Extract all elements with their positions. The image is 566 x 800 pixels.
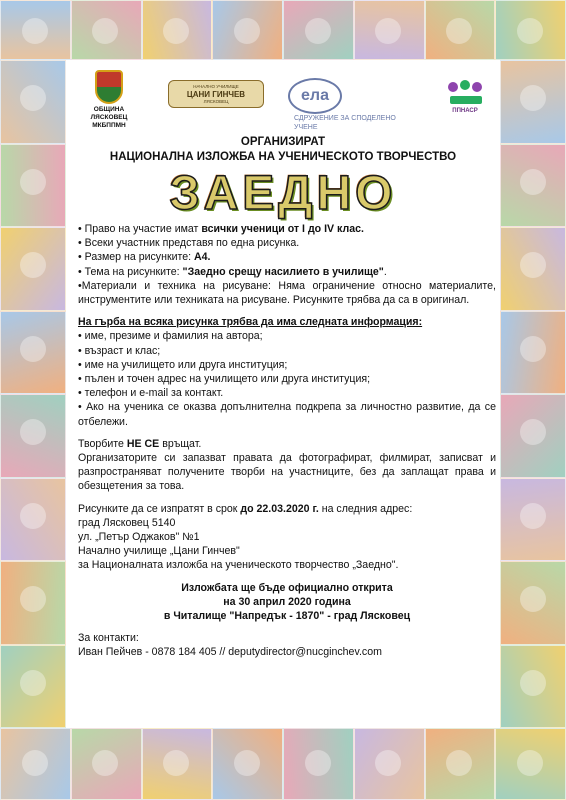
exhibition-heading: НАЦИОНАЛНА ИЗЛОЖБА НА УЧЕНИЧЕСКОТО ТВОРЧЕСТВО [109,151,457,163]
rule-eligibility: • Право на участие имат всички ученици от I до IV клас. [78,223,364,235]
drawing-tile [283,728,354,800]
drawings-top-strip [0,0,566,60]
address-city: град Лясковец 5140 [78,516,176,529]
drawing-tile [0,728,71,800]
drawing-tile [500,311,566,395]
drawing-tile [0,144,66,228]
coat-of-arms-icon [95,70,123,104]
drawing-tile [500,478,566,562]
drawing-tile [212,0,283,60]
zaedno-title: ЗАЕДНО [169,167,397,220]
backside-item: • телефон и e-mail за контакт. [78,387,224,400]
school-name: ЦАНИ ГИНЧЕВ [186,89,246,99]
drawing-tile [425,728,496,800]
address-street: ул. „Петър Оджаков" №1 [78,531,200,544]
opening-venue: в Читалище "Напредък - 1870" - град Лясковец [163,610,411,623]
ela-association-name: СДРУЖЕНИЕ ЗА СПОДЕЛЕНО УЧЕНЕ [294,115,396,131]
contacts-label: За контакти: [78,632,139,645]
school-type: НАЧАЛНО УЧИЛИЩЕ [193,83,239,89]
rule-size: • Размер на рисунките: А4. [78,251,211,264]
backside-heading: На гърба на всяка рисунка трябва да има следната информация: [78,316,423,329]
drawing-tile [500,645,566,729]
logo-row [66,70,500,140]
rule-theme: • Тема на рисунките: "Заедно срещу насилието в училище". [78,265,387,278]
drawing-tile [283,0,354,60]
backside-item: • възраст и клас; [78,344,161,357]
ela-mark-icon: ела [288,78,342,114]
rule-materials: •Материали и техника на рисуване: Няма ограничение относно материалите, инструментите или техниката на рисуване. Рисунките трябва да са в оригинал. [78,279,496,307]
school-logo [168,80,264,108]
ppnasr-logo [440,80,490,114]
organizers-heading: ОРГАНИЗИРАТ [240,136,326,148]
drawing-tile [500,227,566,311]
address-exhibition: за Националната изложба на ученическото творчество „Заедно". [78,559,399,572]
drawings-bottom-strip [0,728,566,800]
drawing-tile [0,60,66,144]
drawings-right-strip [500,60,566,728]
rights-note: Организаторите си запазват правата да фотографират, филмират, записват и разпространяват получените творби на участниците, без да заплащат права и обезщетения за това. [78,452,496,493]
backside-item: • Ако на ученика се оказва допълнителна подкрепа за личностно развитие, да се отбележи. [78,401,496,428]
drawing-tile [0,478,66,562]
drawing-tile [425,0,496,60]
drawing-tile [142,0,213,60]
no-return-note: Творбите НЕ СЕ връщат. [78,437,202,450]
drawing-tile [354,0,425,60]
rule-one-drawing: • Всеки участник представя по една рисунка. [78,237,300,250]
drawing-tile [0,394,66,478]
municipality-name: ОБЩИНА ЛЯСКОВЕЦ МКБППМН [90,106,128,129]
contact-details: Иван Пейчев - 0878 184 405 // deputydirector@nucginchev.com [78,646,382,659]
drawing-tile [500,394,566,478]
drawing-tile [71,0,142,60]
poster-body [78,222,496,660]
drawing-tile [0,311,66,395]
people-book-icon [440,80,490,108]
backside-item: • име на училището или друга институция; [78,358,288,371]
drawing-tile [354,728,425,800]
drawing-tile [495,728,566,800]
scroll-banner-icon [168,80,264,108]
drawing-tile [500,561,566,645]
drawing-tile [500,144,566,228]
drawing-tile [212,728,283,800]
backside-item: • име, презиме и фамилия на автора; [78,330,263,343]
drawing-tile [0,561,66,645]
drawing-tile [142,728,213,800]
opening-date: на 30 април 2020 година [223,595,351,608]
deadline: Рисунките да се изпратят в срок до 22.03.2020 г. на следния адрес: [78,502,413,515]
ppnasr-name: ППНАСР [452,108,478,114]
poster-panel [66,60,500,728]
municipality-logo [76,70,142,130]
drawing-tile [71,728,142,800]
drawings-left-strip [0,60,66,728]
opening-line-1: Изложбата ще бъде официално открита [181,581,393,594]
drawing-tile [0,227,66,311]
drawing-tile [0,0,71,60]
backside-item: • пълен и точен адрес на училището или друга институция; [78,373,371,386]
drawing-tile [500,60,566,144]
ela-logo [288,78,418,132]
drawing-tile [0,645,66,729]
address-school: Начално училище „Цани Гинчев" [78,545,240,558]
drawing-tile [495,0,566,60]
school-city: ЛЯСКОВЕЦ [203,98,229,104]
